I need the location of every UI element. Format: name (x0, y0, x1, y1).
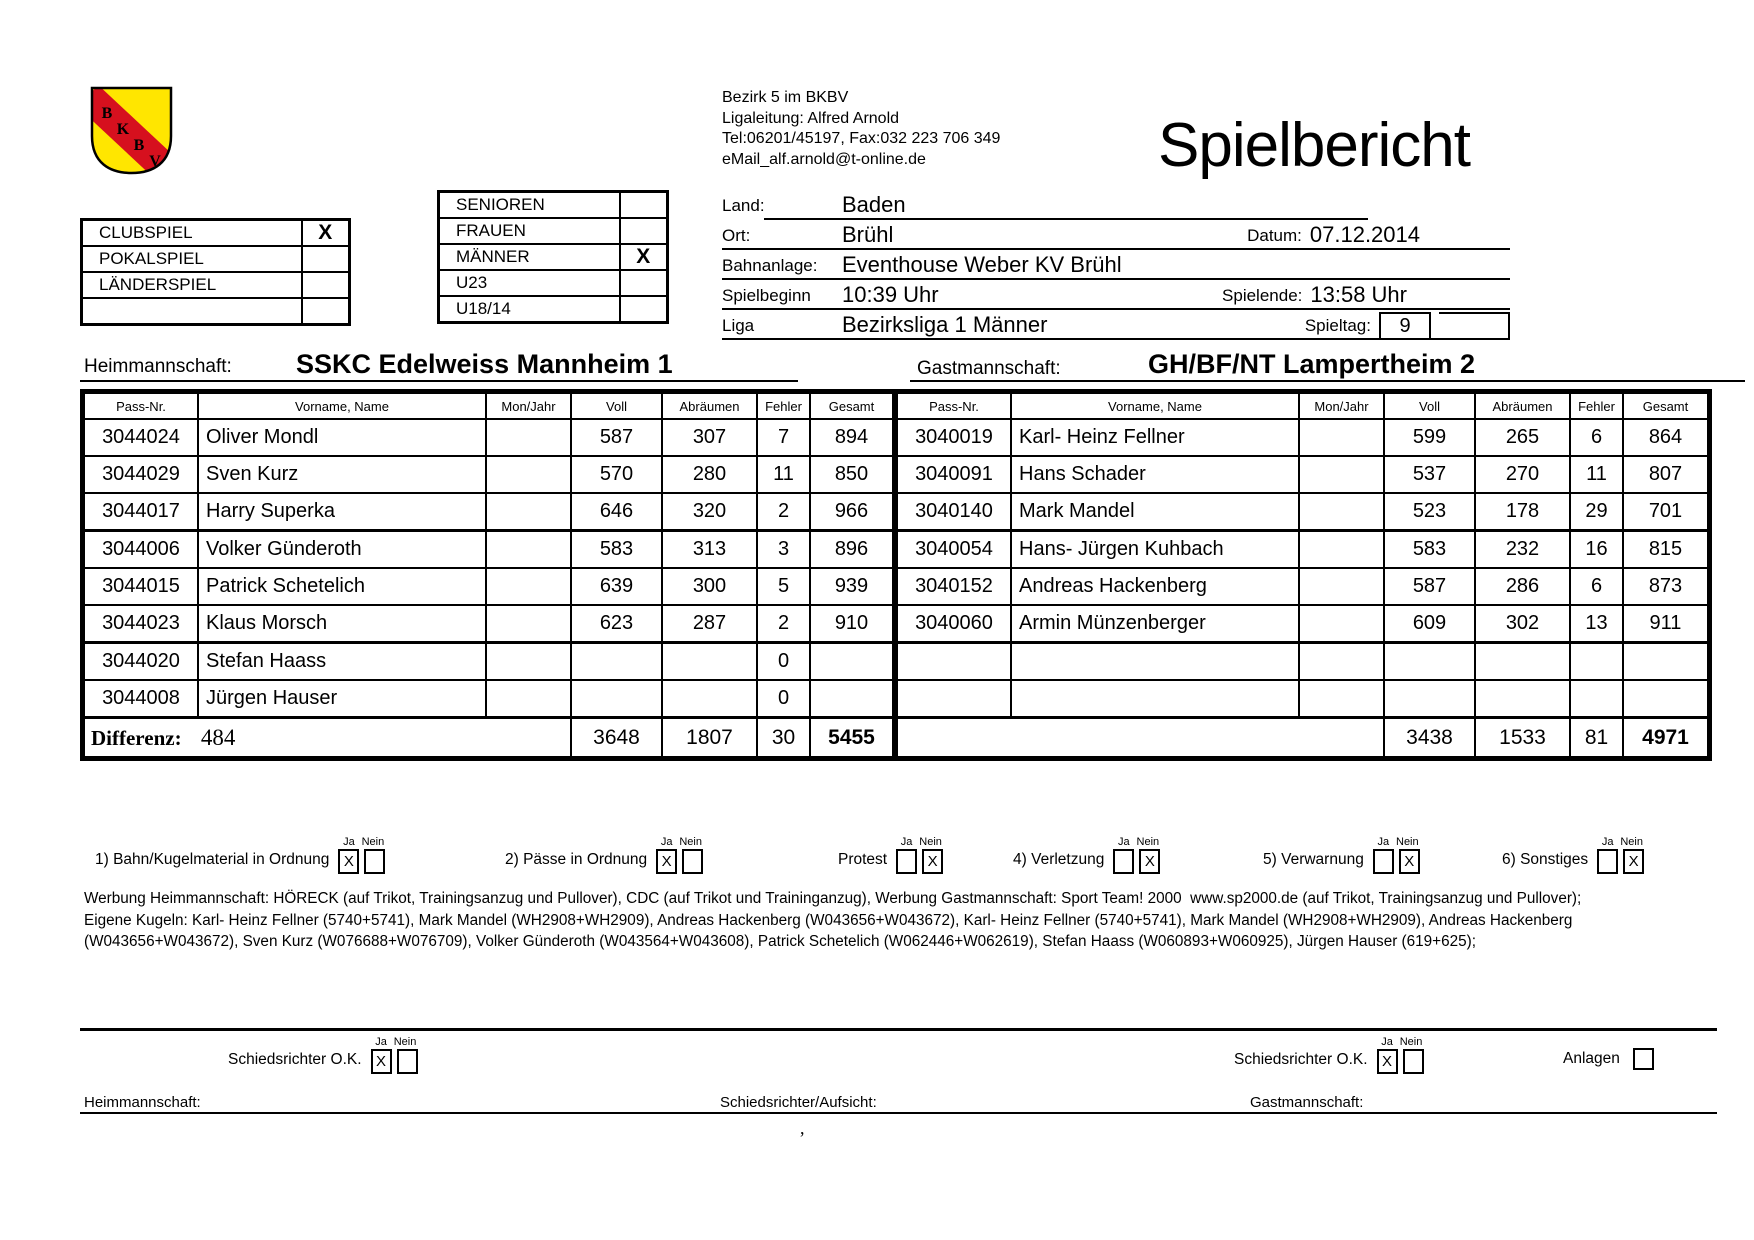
category-checkbox[interactable] (620, 192, 668, 219)
guest-score-table (896, 392, 1709, 758)
ort-label: Ort: (722, 226, 751, 245)
footer-referee-label: Schiedsrichter/Aufsicht: (720, 1094, 877, 1111)
contact-line: Bezirk 5 im BKBV (722, 89, 849, 106)
bottom-separator-line (80, 1028, 1717, 1031)
voll-cell (1384, 680, 1475, 718)
voll-cell: 523 (1384, 493, 1475, 531)
ges-cell: 896 (810, 531, 894, 569)
player-row (84, 493, 894, 531)
home-total-feh: 30 (757, 718, 810, 758)
ja-nein-header: Ja Nein (900, 836, 942, 848)
spielende-value[interactable]: 13:58 Uhr (1310, 282, 1407, 307)
footer-bottom-line (80, 1112, 1717, 1114)
guest-empty-span-cell (897, 718, 1384, 758)
abr-cell (662, 643, 757, 681)
check-group (1013, 836, 1161, 874)
remarks-paragraph (84, 888, 1581, 953)
guest-total-feh: 81 (1570, 718, 1623, 758)
ja-checkbox[interactable] (1113, 849, 1134, 874)
voll-cell: 599 (1384, 419, 1475, 456)
mon-cell (486, 605, 571, 643)
differenz-cell (84, 718, 571, 758)
category-checkbox[interactable]: X (620, 244, 668, 270)
col-header-name: Vorname, Name (1011, 393, 1299, 419)
ges-cell: 911 (1623, 605, 1708, 643)
home-totals-row (84, 718, 894, 758)
name-cell: Harry Superka (198, 493, 486, 531)
match-type-label: CLUBSPIEL (82, 220, 302, 247)
match-type-checkbox[interactable]: X (302, 220, 350, 247)
footer-guest-label: Gastmannschaft: (1250, 1094, 1364, 1111)
home-total-abr: 1807 (662, 718, 757, 758)
nein-checkbox[interactable] (1403, 1049, 1424, 1074)
contact-line: Tel:06201/45197, Fax:032 223 706 349 (722, 130, 1001, 147)
pass-cell: 3040152 (897, 568, 1011, 605)
league-contact-block (722, 88, 1000, 170)
mon-cell (486, 643, 571, 681)
name-cell: Oliver Mondl (198, 419, 486, 456)
remark-line: Eigene Kugeln: Karl- Heinz Fellner (5740+5741), Mark Mandel (WH2908+WH2909), Andreas Hackenberg (W043656+W043672), Karl- Heinz Fellner (5740+5741), Mark Mandel (WH2908+WH2909), Andreas Hackenberg (84, 911, 1573, 929)
mon-cell (486, 568, 571, 605)
col-header-mon: Mon/Jahr (486, 393, 571, 419)
spieltag-label: Spieltag: (1304, 316, 1371, 335)
name-cell (1011, 643, 1299, 681)
pass-cell: 3044024 (84, 419, 198, 456)
nein-checkbox[interactable]: X (1399, 849, 1420, 874)
ges-cell: 939 (810, 568, 894, 605)
player-row (84, 680, 894, 718)
abr-cell: 270 (1475, 456, 1570, 493)
footer-home-label: Heimmannschaft: (84, 1094, 201, 1111)
category-checkbox[interactable] (620, 270, 668, 296)
ort-row (722, 220, 1510, 250)
ja-nein-header: Ja Nein (660, 836, 702, 848)
check-group (1263, 836, 1421, 874)
player-row (897, 680, 1708, 718)
check-label: 6) Sonstiges (1502, 851, 1589, 868)
spielende-label: Spielende: (1222, 286, 1303, 305)
differenz-label: Differenz: (91, 725, 182, 750)
mon-cell (486, 493, 571, 531)
spieltag-empty-cell[interactable] (1439, 312, 1510, 340)
ja-nein-header: Ja Nein (1118, 836, 1160, 848)
match-type-row (82, 272, 350, 298)
abr-cell: 232 (1475, 531, 1570, 569)
voll-cell: 583 (1384, 531, 1475, 569)
pass-cell: 3040019 (897, 419, 1011, 456)
match-type-row (82, 246, 350, 272)
guest-team-rows (897, 419, 1708, 718)
logo-letter: B (101, 105, 113, 122)
col-header-ges: Gesamt (1623, 393, 1708, 419)
abr-cell: 300 (662, 568, 757, 605)
col-header-abr: Abräumen (662, 393, 757, 419)
category-row (439, 244, 668, 270)
voll-cell (571, 680, 662, 718)
col-header-voll: Voll (571, 393, 662, 419)
abr-cell (1475, 643, 1570, 681)
liga-row (722, 310, 1510, 340)
check-label: 1) Bahn/Kugelmaterial in Ordnung (95, 851, 330, 868)
mon-cell (486, 456, 571, 493)
voll-cell (1384, 643, 1475, 681)
referee-ok-home (228, 1036, 419, 1074)
abr-cell: 286 (1475, 568, 1570, 605)
player-row (84, 531, 894, 569)
mon-cell (1299, 531, 1384, 569)
player-row (84, 568, 894, 605)
ja-nein-header: Ja Nein (343, 836, 385, 848)
col-header-name: Vorname, Name (198, 393, 486, 419)
match-type-label: LÄNDERSPIEL (82, 272, 302, 298)
guest-team-label: Gastmannschaft: (917, 358, 1061, 379)
spieltag-value[interactable]: 9 (1379, 312, 1431, 340)
pass-cell (897, 680, 1011, 718)
ja-nein-header: Ja Nein (1381, 1036, 1423, 1048)
name-cell: Patrick Schetelich (198, 568, 486, 605)
guest-total-abr: 1533 (1475, 718, 1570, 758)
remark-line: (W043656+W043672), Sven Kurz (W076688+W076709), Volker Günderoth (W043564+W043608), Patrick Schetelich (W062446+W062619), Stefan Haass (W060893+W060925), Jürgen Hauser (619+625); (84, 933, 1476, 950)
check-label: 5) Verwarnung (1263, 851, 1364, 868)
abr-cell: 313 (662, 531, 757, 569)
guest-total-ges: 4971 (1623, 718, 1708, 758)
liga-label: Liga (722, 316, 755, 335)
bkbv-logo (88, 84, 176, 178)
home-total-voll: 3648 (571, 718, 662, 758)
guest-team-underline (910, 380, 1745, 382)
ges-cell: 910 (810, 605, 894, 643)
abr-cell: 307 (662, 419, 757, 456)
ges-cell (1623, 643, 1708, 681)
name-cell: Hans Schader (1011, 456, 1299, 493)
home-team-underline (80, 380, 798, 382)
pass-cell: 3044015 (84, 568, 198, 605)
match-info-block (722, 190, 1510, 340)
logo-letter: K (116, 121, 130, 138)
voll-cell: 587 (1384, 568, 1475, 605)
mon-cell (1299, 643, 1384, 681)
differenz-value: 484 (200, 724, 236, 750)
player-row (897, 456, 1708, 493)
mon-cell (1299, 605, 1384, 643)
ges-cell (810, 680, 894, 718)
match-type-label: POKALSPIEL (82, 246, 302, 272)
col-header-pass: Pass-Nr. (897, 393, 1011, 419)
abr-cell (662, 680, 757, 718)
pass-cell: 3040140 (897, 493, 1011, 531)
mon-cell (1299, 419, 1384, 456)
name-cell: Stefan Haass (198, 643, 486, 681)
page-title: Spielbericht (1158, 111, 1470, 180)
nein-checkbox[interactable]: X (1139, 849, 1160, 874)
match-type-table (80, 218, 351, 326)
check-label: Protest (838, 851, 888, 868)
match-type-label (82, 298, 302, 325)
feh-cell: 29 (1570, 493, 1623, 531)
feh-cell: 2 (757, 493, 810, 531)
feh-cell: 11 (757, 456, 810, 493)
voll-cell: 587 (571, 419, 662, 456)
voll-cell: 609 (1384, 605, 1475, 643)
feh-cell (1570, 680, 1623, 718)
abr-cell: 265 (1475, 419, 1570, 456)
stray-mark: , (800, 1118, 805, 1138)
voll-cell: 537 (1384, 456, 1475, 493)
anlagen-group (1563, 1048, 1654, 1070)
pass-cell: 3044029 (84, 456, 198, 493)
col-header-abr: Abräumen (1475, 393, 1570, 419)
player-row (84, 643, 894, 681)
feh-cell: 6 (1570, 419, 1623, 456)
ja-checkbox[interactable] (1373, 849, 1394, 874)
home-team-label: Heimmannschaft: (84, 356, 232, 377)
referee-ok-guest (1234, 1036, 1425, 1074)
ja-nein-header: Ja Nein (375, 1036, 417, 1048)
name-cell: Mark Mandel (1011, 493, 1299, 531)
nein-checkbox[interactable] (682, 849, 703, 874)
abr-cell: 280 (662, 456, 757, 493)
player-row (897, 568, 1708, 605)
name-cell: Hans- Jürgen Kuhbach (1011, 531, 1299, 569)
match-type-checkbox[interactable] (302, 272, 350, 298)
land-row (722, 190, 1510, 220)
ges-cell: 894 (810, 419, 894, 456)
pass-cell: 3040054 (897, 531, 1011, 569)
abr-cell: 287 (662, 605, 757, 643)
ja-checkbox[interactable]: X (338, 849, 359, 874)
home-header-row (84, 393, 894, 419)
check-label: 4) Verletzung (1013, 851, 1105, 868)
logo-letter: V (149, 153, 161, 170)
remark-line: Werbung Heimmannschaft: HÖRECK (auf Trikot, Trainingsanzug und Pullover), CDC (auf Trikot und Traininganzug), Werbung Gastmannschaft: Sport Team! 2000 www.sp2000.de (auf Trikot, Trainingsanzug und Pullover); (84, 890, 1582, 907)
land-label: Land: (722, 196, 765, 215)
ja-nein-header: Ja Nein (1601, 836, 1643, 848)
feh-cell: 13 (1570, 605, 1623, 643)
category-label: U18/14 (439, 296, 620, 323)
pass-cell (897, 643, 1011, 681)
ges-cell: 815 (1623, 531, 1708, 569)
category-row (439, 270, 668, 296)
pass-cell: 3044023 (84, 605, 198, 643)
ort-value[interactable]: Brühl (842, 222, 894, 247)
nein-checkbox[interactable] (397, 1049, 418, 1074)
ja-nein-header: Ja Nein (1377, 836, 1419, 848)
home-team-name[interactable]: SSKC Edelweiss Mannheim 1 (296, 349, 673, 379)
datum-value[interactable]: 07.12.2014 (1309, 222, 1420, 247)
bahnanlage-label: Bahnanlage: (722, 256, 818, 275)
contact-line: Ligaleitung: Alfred Arnold (722, 109, 900, 127)
score-table (80, 389, 1712, 761)
mon-cell (486, 680, 571, 718)
bahnanlage-value[interactable]: Eventhouse Weber KV Brühl (842, 252, 1122, 277)
nein-checkbox[interactable]: X (922, 849, 943, 874)
datum-label: Datum: (1247, 226, 1302, 245)
mon-cell (486, 531, 571, 569)
home-total-ges: 5455 (810, 718, 894, 758)
ges-cell: 807 (1623, 456, 1708, 493)
name-cell: Karl- Heinz Fellner (1011, 419, 1299, 456)
voll-cell: 646 (571, 493, 662, 531)
name-cell (1011, 680, 1299, 718)
name-cell: Sven Kurz (198, 456, 486, 493)
pass-cell: 3044017 (84, 493, 198, 531)
nein-checkbox[interactable] (364, 849, 385, 874)
mon-cell (1299, 568, 1384, 605)
voll-cell: 583 (571, 531, 662, 569)
player-row (897, 643, 1708, 681)
anlagen-checkbox[interactable] (1633, 1048, 1654, 1070)
guest-totals-row (897, 718, 1708, 758)
ges-cell: 701 (1623, 493, 1708, 531)
col-header-feh: Fehler (1570, 393, 1623, 419)
check-group (505, 836, 704, 874)
pass-cell: 3044020 (84, 643, 198, 681)
feh-cell: 3 (757, 531, 810, 569)
spielbeginn-label: Spielbeginn (722, 286, 811, 305)
voll-cell: 639 (571, 568, 662, 605)
feh-cell: 6 (1570, 568, 1623, 605)
player-row (84, 419, 894, 456)
logo-letter: B (133, 137, 145, 154)
category-row (439, 192, 668, 219)
home-score-table (83, 392, 896, 758)
ges-cell: 966 (810, 493, 894, 531)
ja-checkbox[interactable]: X (371, 1049, 392, 1074)
guest-header-row (897, 393, 1708, 419)
ges-cell: 864 (1623, 419, 1708, 456)
voll-cell: 623 (571, 605, 662, 643)
ja-checkbox[interactable]: X (656, 849, 677, 874)
voll-cell: 570 (571, 456, 662, 493)
mon-cell (486, 419, 571, 456)
name-cell: Jürgen Hauser (198, 680, 486, 718)
col-header-pass: Pass-Nr. (84, 393, 198, 419)
referee-ok-label: Schiedsrichter O.K. (1234, 1051, 1368, 1068)
category-table (437, 190, 669, 324)
check-group (95, 836, 386, 874)
pass-cell: 3044008 (84, 680, 198, 718)
pass-cell: 3044006 (84, 531, 198, 569)
feh-cell: 0 (757, 680, 810, 718)
liga-value[interactable]: Bezirksliga 1 Männer (842, 312, 1048, 337)
feh-cell: 7 (757, 419, 810, 456)
ja-checkbox[interactable]: X (1377, 1049, 1398, 1074)
home-team-rows (84, 419, 894, 718)
feh-cell: 11 (1570, 456, 1623, 493)
feh-cell: 5 (757, 568, 810, 605)
nein-checkbox[interactable]: X (1623, 849, 1644, 874)
mon-cell (1299, 493, 1384, 531)
ges-cell (810, 643, 894, 681)
category-row (439, 296, 668, 323)
feh-cell (1570, 643, 1623, 681)
player-row (84, 456, 894, 493)
col-header-mon: Mon/Jahr (1299, 393, 1384, 419)
player-row (897, 493, 1708, 531)
name-cell: Armin Münzenberger (1011, 605, 1299, 643)
name-cell: Klaus Morsch (198, 605, 486, 643)
name-cell: Andreas Hackenberg (1011, 568, 1299, 605)
category-label: SENIOREN (439, 192, 620, 219)
abr-cell: 178 (1475, 493, 1570, 531)
category-row (439, 218, 668, 244)
land-value[interactable]: Baden (842, 192, 906, 217)
category-label: FRAUEN (439, 218, 620, 244)
match-type-row (82, 298, 350, 325)
match-type-row (82, 220, 350, 247)
feh-cell: 2 (757, 605, 810, 643)
check-group (838, 836, 944, 874)
player-row (897, 531, 1708, 569)
col-header-feh: Fehler (757, 393, 810, 419)
abr-cell: 302 (1475, 605, 1570, 643)
voll-cell (571, 643, 662, 681)
anlagen-label: Anlagen (1563, 1050, 1620, 1067)
player-row (897, 605, 1708, 643)
player-row (897, 419, 1708, 456)
check-group (1502, 836, 1645, 874)
col-header-voll: Voll (1384, 393, 1475, 419)
guest-team-name[interactable]: GH/BF/NT Lampertheim 2 (1148, 349, 1476, 379)
name-cell: Volker Günderoth (198, 531, 486, 569)
ja-checkbox[interactable] (896, 849, 917, 874)
pass-cell: 3040091 (897, 456, 1011, 493)
spielbeginn-row (722, 280, 1510, 310)
player-row (84, 605, 894, 643)
check-label: 2) Pässe in Ordnung (505, 851, 648, 868)
bahnanlage-row (722, 250, 1510, 280)
mon-cell (1299, 456, 1384, 493)
pass-cell: 3040060 (897, 605, 1011, 643)
ges-cell: 850 (810, 456, 894, 493)
ja-checkbox[interactable] (1597, 849, 1618, 874)
ges-cell: 873 (1623, 568, 1708, 605)
match-type-checkbox[interactable] (302, 298, 350, 325)
feh-cell: 0 (757, 643, 810, 681)
category-checkbox[interactable] (620, 296, 668, 323)
match-type-checkbox[interactable] (302, 246, 350, 272)
abr-cell: 320 (662, 493, 757, 531)
mon-cell (1299, 680, 1384, 718)
guest-total-voll: 3438 (1384, 718, 1475, 758)
abr-cell (1475, 680, 1570, 718)
category-label: MÄNNER (439, 244, 620, 270)
category-label: U23 (439, 270, 620, 296)
category-checkbox[interactable] (620, 218, 668, 244)
feh-cell: 16 (1570, 531, 1623, 569)
col-header-ges: Gesamt (810, 393, 894, 419)
contact-line: eMail_alf.arnold@t-online.de (722, 150, 926, 168)
spielbeginn-value[interactable]: 10:39 Uhr (842, 282, 939, 307)
referee-ok-label: Schiedsrichter O.K. (228, 1051, 362, 1068)
ges-cell (1623, 680, 1708, 718)
